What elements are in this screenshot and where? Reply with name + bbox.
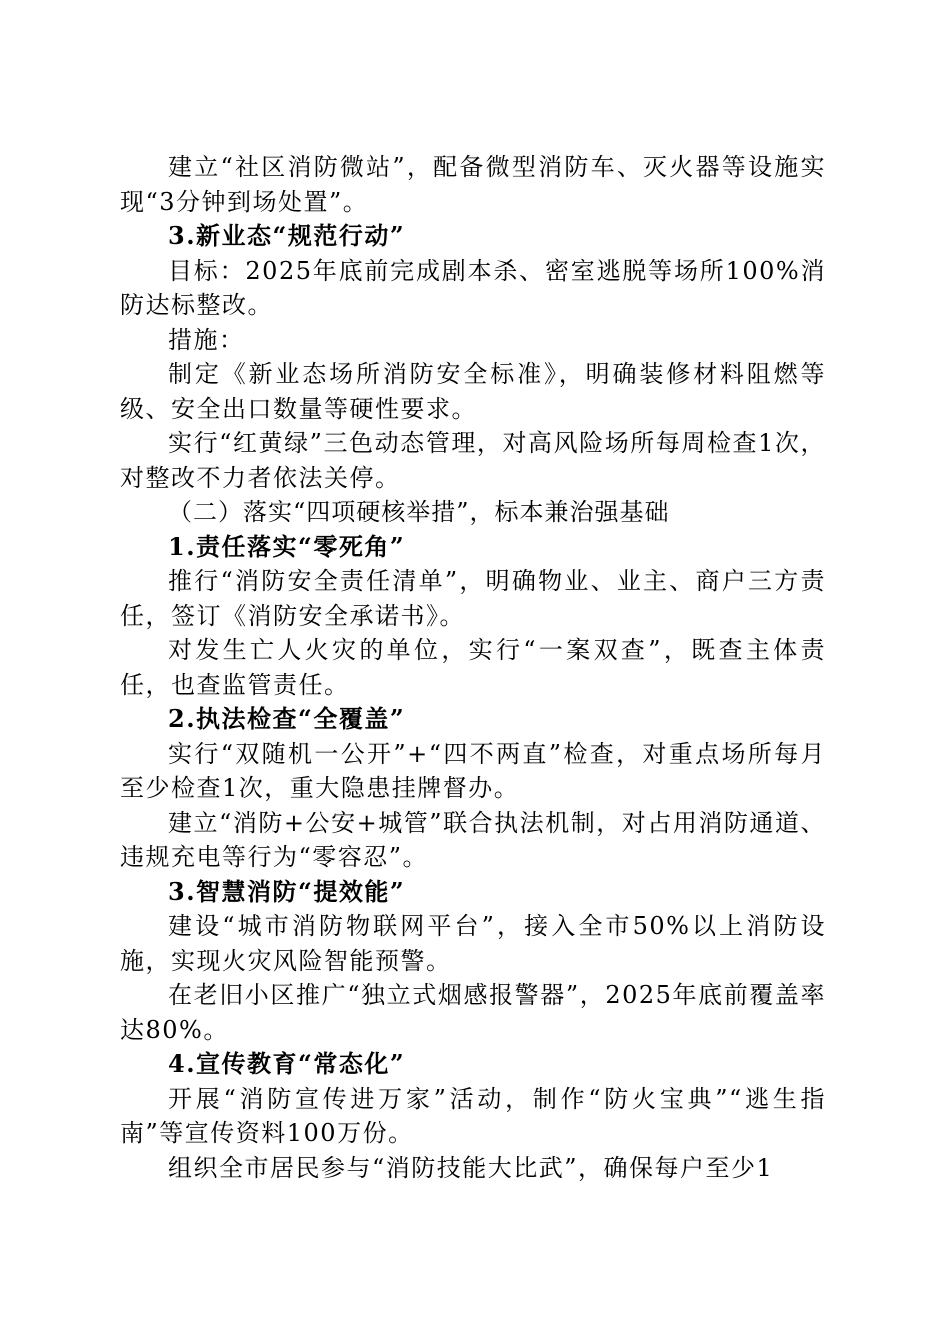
- paragraph-iot-platform: 建设“城市消防物联网平台”，接入全市50%以上消防设施，实现火灾风险智能预警。: [120, 912, 826, 975]
- paragraph-three-color-management: 实行“红黄绿”三色动态管理，对高风险场所每周检查1次，对整改不力者依法关停。: [120, 429, 826, 492]
- heading-smart-fire: 3.智慧消防“提效能”: [168, 876, 406, 906]
- paragraph-double-investigation: 对发生亡人火灾的单位，实行“一案双查”，既查主体责任，也查监管责任。: [120, 636, 826, 699]
- paragraph-goal: 目标：2025年底前完成剧本杀、密室逃脱等场所100%消防达标整改。: [120, 256, 826, 319]
- section-title-four-measures: （二）落实“四项硬核举措”，标本兼治强基础: [168, 498, 670, 526]
- paragraph-measures-label: 措施：: [168, 325, 245, 354]
- paragraph-smoke-alarms: 在老旧小区推广“独立式烟感报警器”，2025年底前覆盖率达80%。: [120, 981, 826, 1044]
- paragraph-random-inspection: 实行“双随机一公开”+“四不两直”检查，对重点场所每月至少检查1次，重大隐患挂牌督办。: [120, 739, 826, 802]
- paragraph-community-station: 建立“社区消防微站”，配备微型消防车、灭火器等设施实现“3分钟到场处置”。: [120, 153, 826, 216]
- paragraph-skills-competition: 组织全市居民参与“消防技能大比武”，确保每户至少1: [168, 1153, 774, 1182]
- paragraph-joint-enforcement: 建立“消防+公安+城管”联合执法机制，对占用消防通道、违规充电等行为“零容忍”。: [120, 808, 826, 871]
- heading-enforcement: 2.执法检查“全覆盖”: [168, 704, 406, 733]
- heading-new-business-regulation: 3.新业态“规范行动”: [168, 221, 406, 250]
- paragraph-responsibility-list: 推行“消防安全责任清单”，明确物业、业主、商户三方责任，签订《消防安全承诺书》。: [120, 567, 826, 630]
- paragraph-safety-standard: 制定《新业态场所消防安全标准》，明确装修材料阻燃等级、安全出口数量等硬性要求。: [120, 360, 826, 423]
- heading-education: 4.宣传教育“常态化”: [168, 1049, 406, 1078]
- paragraph-publicity: 开展“消防宣传进万家”活动，制作“防火宝典”“逃生指南”等宣传资料100万份。: [120, 1084, 826, 1147]
- document-body: [120, 150, 826, 1185]
- heading-responsibility: 1.责任落实“零死角”: [168, 531, 406, 561]
